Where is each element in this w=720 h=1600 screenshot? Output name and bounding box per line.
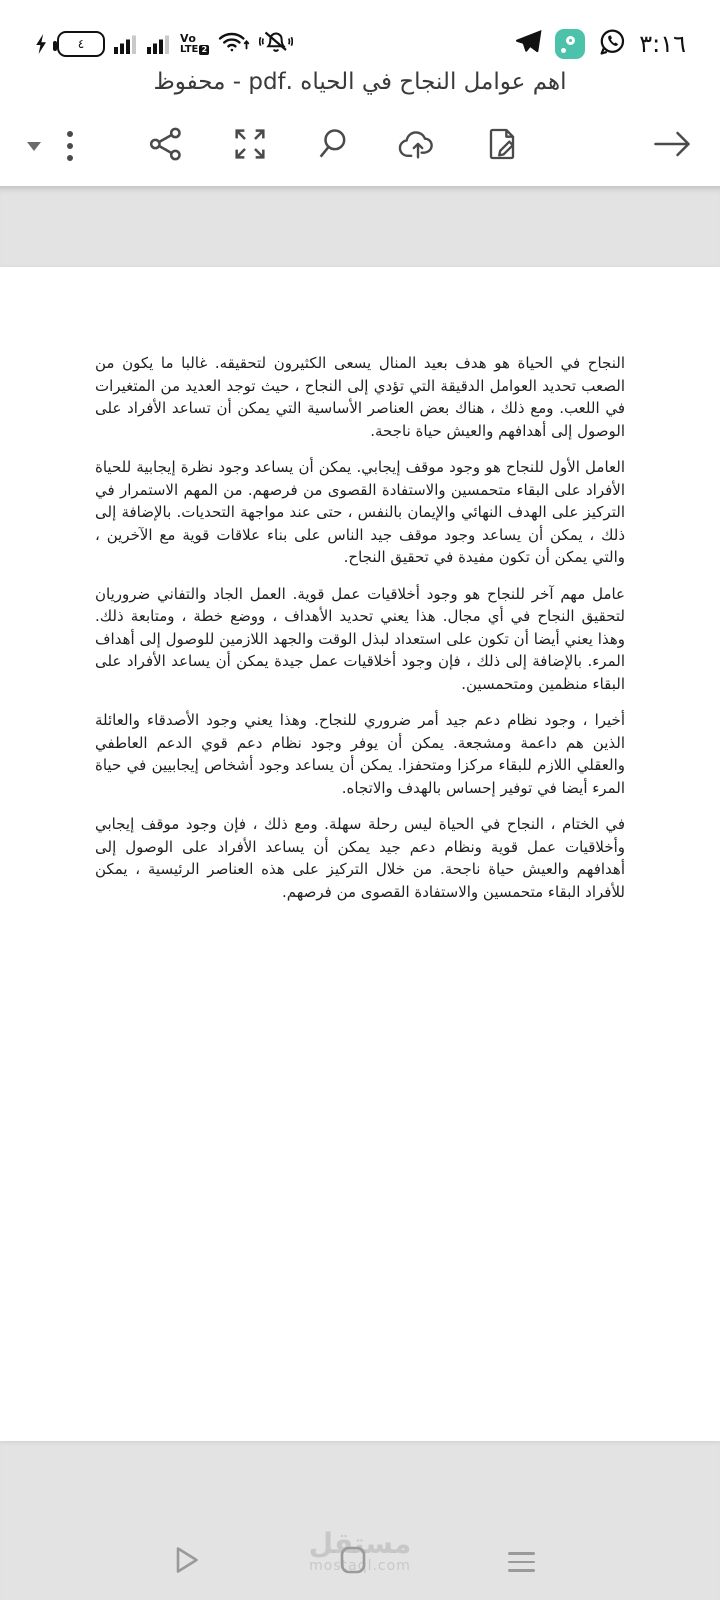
search-icon: [314, 124, 354, 168]
cloud-upload-icon: [396, 124, 440, 168]
arrow-right-icon: [650, 124, 694, 168]
status-right-icons: [515, 27, 686, 61]
forward-arrow-button[interactable]: [650, 124, 694, 168]
status-time: ٣:١٦: [639, 30, 686, 58]
paragraph-1: النجاح في الحياة هو هدف بعيد المنال يسعى الكثيرون لتحقيقه. غالبا ما يكون من الصعب تحديد العوامل الدقيقة التي تؤدي إلى النجاح ، حيث توجد العديد من المتغيرات في اللعب. ومع ذلك ، هناك بعض العناصر الأساسية التي يمكن أن تساعد الأفراد على الوصول إلى أهدافهم والعيش حياة ناجحة.: [95, 354, 625, 440]
volte-sim-number: 2: [199, 45, 209, 55]
charging-bolt-icon: [34, 33, 48, 55]
edit-button[interactable]: [480, 124, 524, 168]
caret-down-icon: [27, 142, 41, 151]
watermark-domain: mostaql.com: [309, 1558, 411, 1574]
paragraph-4: أخيرا ، وجود نظام دعم جيد أمر ضروري للنجاح. وهذا يعني وجود الأصدقاء والعائلة الذين هم داعمة ومشجعة. يمكن أن يوفر وجود نظام دعم قوي الدعم العاطفي والعقلي اللازم للبقاء مركزا ومتحفزا. يمكن أن يساعد وجود أشخاص إيجابيين في حياة المرء أيضا في توفير إحساس بالهدف والاتجاه.: [95, 711, 625, 797]
nav-recents-button[interactable]: [499, 1540, 543, 1584]
toolbar: [0, 106, 720, 186]
cloud-upload-button[interactable]: [396, 124, 440, 168]
telegram-icon: [515, 29, 543, 59]
status-left-icons: [34, 30, 293, 58]
back-triangle-icon: [172, 1544, 202, 1580]
volte-badge: Vo LTE 2: [180, 33, 209, 55]
nav-back-button[interactable]: [165, 1540, 209, 1584]
paragraph-5: في الختام ، النجاح في الحياة ليس رحلة سهلة. ومع ذلك ، فإن وجود موقف إيجابي وأخلاقيات عمل قوية ونظام دعم جيد يمكن أن يساعد الأفراد على الوصول إلى أهدافهم والعيش حياة ناجحة. من خلال التركيز على هذه العناصر الرئيسية ، يمكن للأفراد البقاء متحمسين والاستفادة القصوى من فرصهم.: [95, 815, 625, 901]
expand-arrows-icon: [230, 124, 270, 168]
battery-icon: [57, 31, 105, 57]
teal-app-ring: [566, 36, 575, 45]
signal-sim1-icon: [114, 34, 138, 54]
search-button[interactable]: [312, 124, 356, 168]
title-bar: [0, 60, 720, 104]
battery-level: ٤: [77, 37, 85, 51]
page-pencil-icon: [482, 124, 522, 168]
home-square-icon: [339, 1545, 367, 1579]
wifi-icon: [218, 31, 250, 57]
pdf-page: [0, 267, 720, 1441]
three-dots-icon: [58, 131, 82, 161]
signal-sim2-icon: [147, 34, 171, 54]
whatsapp-icon: [597, 27, 627, 61]
document-title: اهم عوامل النجاح في الحياه .pdf - محفوظ: [153, 69, 567, 95]
watermark-arabic: مستقل: [308, 1527, 412, 1560]
fullscreen-button[interactable]: [228, 124, 272, 168]
status-bar: [0, 24, 720, 64]
more-options-button[interactable]: [48, 124, 92, 168]
battery-nub: [53, 41, 57, 51]
teal-app-dot: [561, 48, 566, 53]
teal-app-icon: [555, 29, 585, 59]
android-nav-bar: [0, 1540, 720, 1584]
paragraph-3: عامل مهم آخر للنجاح هو وجود أخلاقيات عمل قوية. العمل الجاد والتفاني ضروريان لتحقيق النجاح في أي مجال. هذا يعني تحديد الأهداف ، ووضع خطة ، ومتابعة ذلك. وهذا يعني أيضا أن تكون على استعداد لبذل الوقت والجهد اللازمين للوصول إلى أهداف المرء. بالإضافة إلى ذلك ، فإن وجود أخلاقيات عمل جيدة يمكن أن يساعد الأفراد على البقاء منظمين ومتحمسين.: [95, 584, 625, 693]
nav-home-button[interactable]: [331, 1540, 375, 1584]
share-icon: [146, 124, 186, 168]
recents-menu-icon: [508, 1552, 535, 1572]
paragraph-2: العامل الأول للنجاح هو وجود موقف إيجابي. يمكن أن يساعد وجود نظرة إيجابية للحياة الأفراد على البقاء متحمسين والاستفادة القصوى من فرصهم. من المهم الاستمرار في التركيز على الهدف النهائي والإيمان بالنفس ، حتى عند مواجهة التحديات. بالإضافة إلى ذلك ، يمكن أن يساعد وجود موقف جيد الناس على بناء علاقات قوية مع الآخرين ، والتي يمكن أن تكون مفيدة في تحقيق النجاح.: [95, 458, 625, 566]
mute-vibrate-bell-icon: [259, 30, 293, 58]
share-button[interactable]: [144, 124, 188, 168]
pdf-viewer-area[interactable]: [0, 186, 720, 1600]
dropdown-caret-button[interactable]: [24, 124, 44, 168]
